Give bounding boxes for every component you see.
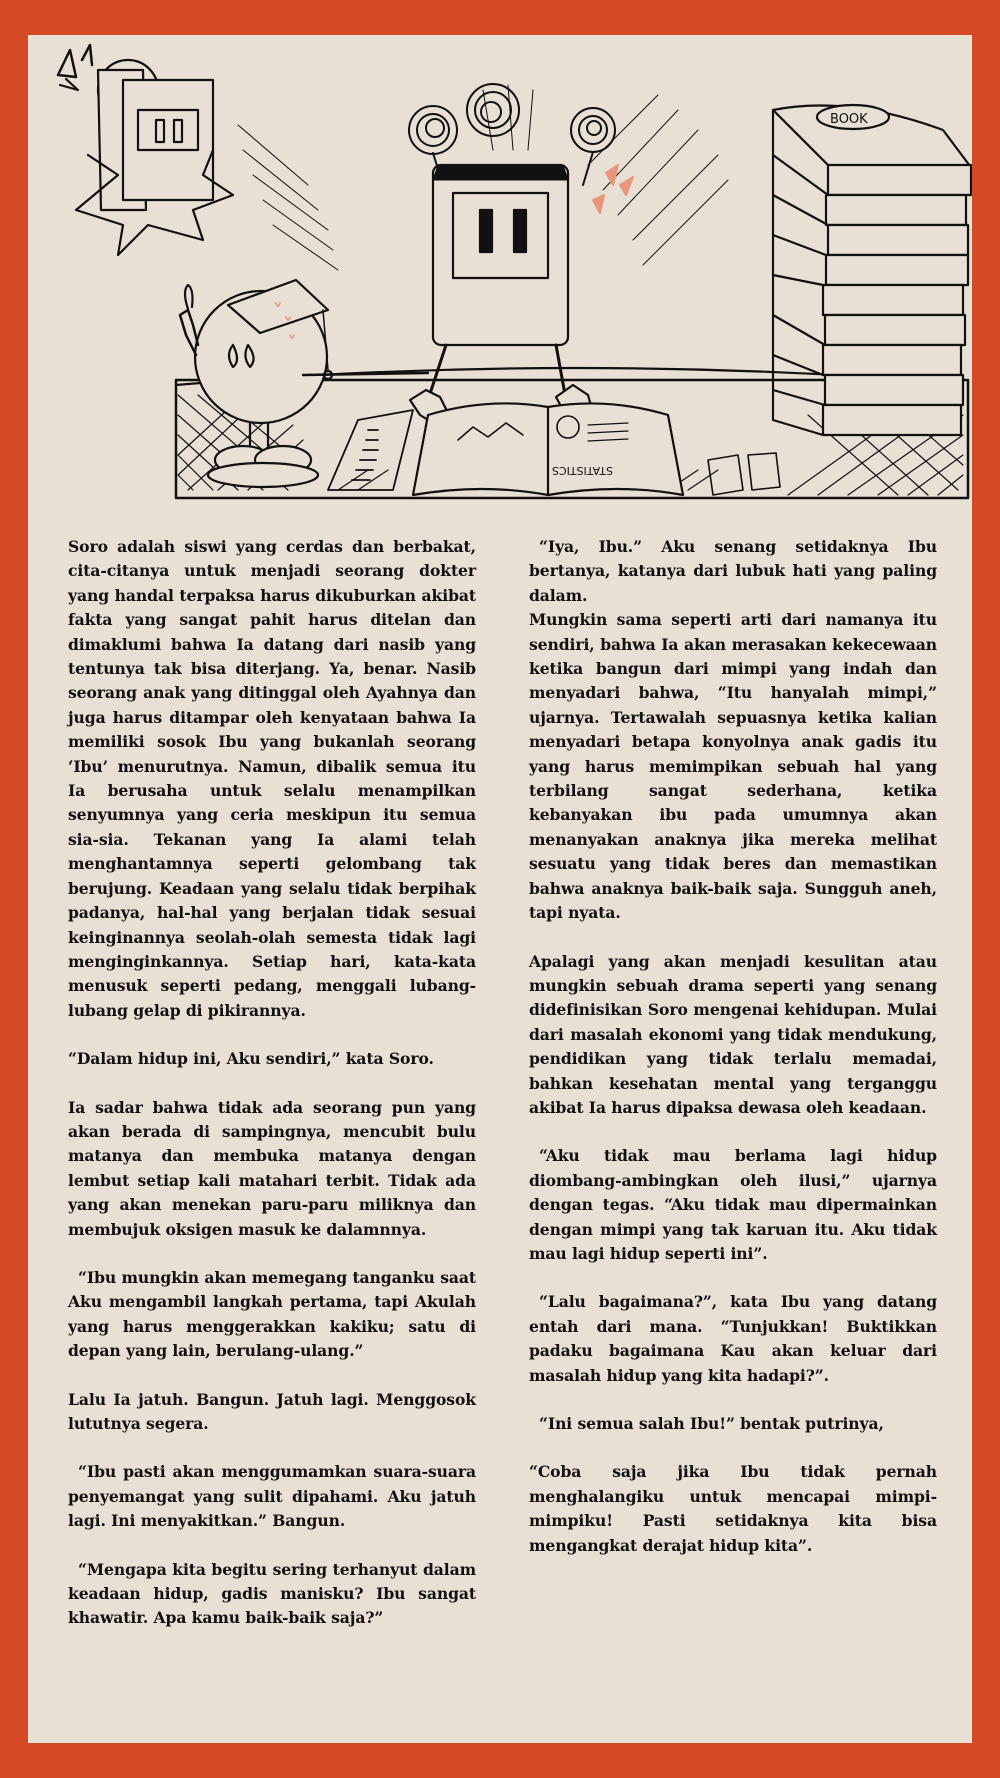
story-paragraph: Soro adalah siswi yang cerdas dan berbakat, cita-citanya untuk menjadi seorang dokter yang handal terpaksa harus dikuburkan akibat fakta yang sangat pahit harus ditelan dan dimaklumi bahwa Ia datang dari nasib yang tentunya tak bisa diterjang. Ya, benar. Nasib seorang anak yang ditinggal oleh Ayahnya dan juga harus ditampar oleh kenyataan bahwa Ia memiliki sosok Ibu yang bukanlah seorang ‘Ibu’ menurutnya. Namun, dibalik semua itu Ia berusaha untuk selalu menampilkan senyumnya yang ceria meskipun itu semua sia-sia. Tekanan yang Ia alami telah menghantamnya seperti gelombang tak berujung. Keadaan yang selalu tidak berpihak padanya, hal-hal yang berjalan tidak sesuai keinginannya seolah-olah semesta tidak lagi menginginkannya. Setiap hari, kata-kata menusuk seperti pedang, menggali lubang-lubang gelap di pikirannya.: [68, 537, 476, 1020]
story-paragraph: Mungkin sama seperti arti dari namanya itu sendiri, bahwa Ia akan merasakan kekecewaan ketika bangun dari mimpi yang indah dan menyadari bahwa, “Itu hanyalah mimpi,” ujarnya. Tertawalah sepuasnya ketika kalian menyadari betapa konyolnya anak gadis itu yang harus memimpikan sebuah hal yang terbilang sangat sederhana, ketika kebanyakan ibu pada umumnya akan menanyakan anaknya jika mereka melihat sesuatu yang tidak beres dan memastikan bahwa anaknya baik-baik saja. Sungguh aneh, tapi nyata.: [529, 610, 937, 923]
story-paragraph: “Aku tidak mau berlama lagi hidup diombang-ambingkan oleh ilusi,” ujarnya dengan tegas. “Aku tidak mau dipermainkan dengan mimpi yang tak karuan itu. Aku tidak mau lagi hidup seperti ini”.: [529, 1146, 937, 1263]
svg-text:BOOK: BOOK: [830, 112, 868, 127]
story-paragraph: “Lalu bagaimana?”, kata Ibu yang datang entah dari mana. “Tunjukkan! Buktikkan padaku bagaimana Kau akan keluar dari masalah hidup yang kita hadapi?”.: [529, 1292, 937, 1385]
story-paragraph: “Coba saja jika Ibu tidak pernah menghalangiku untuk mencapai mimpi-mimpiku! Pasti setidaknya kita bisa mengangkat derajat hidup kita”.: [529, 1462, 937, 1555]
graduate-orb-character-icon: [180, 280, 428, 487]
right-column: [529, 535, 937, 1631]
small-cards-icon: [708, 453, 780, 495]
story-page: [28, 35, 972, 1743]
story-paragraph: Lalu Ia jatuh. Bangun. Jatuh lagi. Menggosok lututnya segera.: [68, 1389, 476, 1433]
svg-text:STATISTICS: STATISTICS: [551, 464, 613, 477]
framed-picture-icon: [58, 45, 233, 255]
book-stack-icon: [773, 105, 972, 435]
story-paragraph: “Dalam hidup ini, Aku sendiri,” kata Soro.: [68, 1049, 434, 1069]
statistics-book-icon: [413, 403, 683, 495]
story-paragraph: Ia sadar bahwa tidak ada seorang pun yang akan berada di sampingnya, mencubit bulu matanya dan membuka matanya dengan lembut setiap kali matahari terbit. Tidak ada yang akan menekan paru-paru miliknya dan membujuk oksigen masuk ke dalamnnya.: [68, 1097, 476, 1239]
phone-character-icon: [410, 165, 593, 423]
story-illustration: [28, 35, 972, 505]
story-paragraph: “Mengapa kita begitu sering terhanyut dalam keadaan hidup, gadis manisku? Ibu sangat khawatir. Apa kamu baik-baik saja?”: [68, 1559, 476, 1628]
left-column: [68, 535, 476, 1631]
story-paragraph: “Ibu pasti akan menggumamkan suara-suara penyemangat yang sulit dipahami. Aku jatuh lagi. Ini menyakitkan.” Bangun.: [68, 1462, 476, 1531]
story-paragraph: “Ini semua salah Ibu!” bentak putrinya,: [539, 1414, 884, 1433]
story-paragraph: “Iya, Ibu.” Aku senang setidaknya Ibu bertanya, katanya dari lubuk hati yang paling dalam.: [529, 537, 937, 605]
story-paragraph: Apalagi yang akan menjadi kesulitan atau mungkin sebuah drama seperti yang senang didefinisikan Soro mengenai kehidupan. Mulai dari masalah ekonomi yang tidak mendukung, pendidikan yang tidak terlalu memadai, bahkan kesehatan mental yang terganggu akibat Ia harus dipaksa dewasa oleh keadaan.: [529, 951, 937, 1117]
story-text-columns: [68, 535, 937, 1631]
story-paragraph: “Ibu mungkin akan memegang tanganku saat Aku mengambil langkah pertama, tapi Akulah yang harus menggerakkan kakiku; satu di depan yang lain, berulang-ulang.”: [68, 1267, 476, 1361]
ruler-icon: [328, 410, 413, 490]
